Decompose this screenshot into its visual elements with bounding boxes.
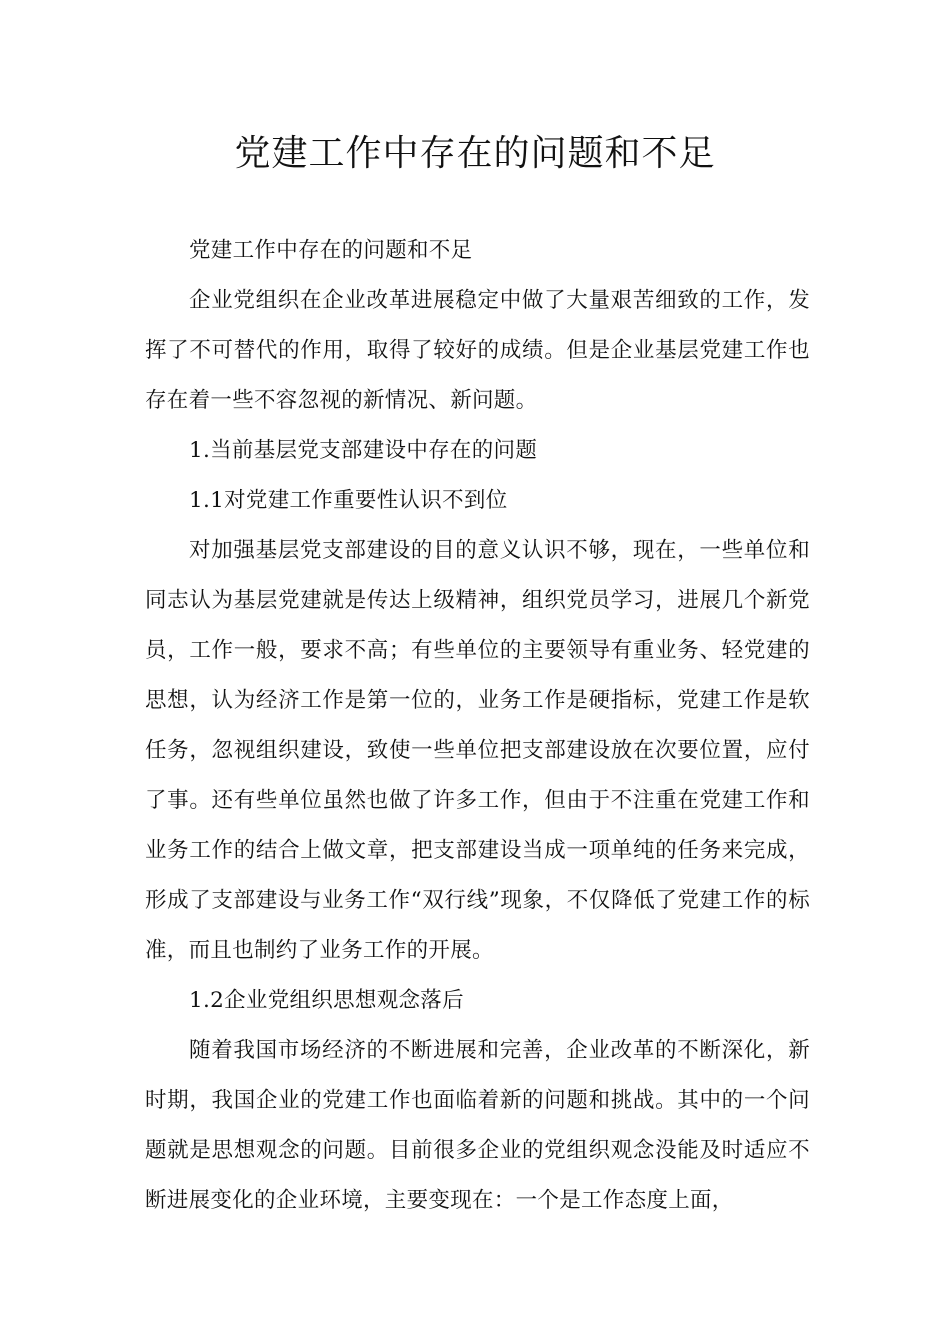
subsection-heading-1-2: 1.2企业党组织思想观念落后 [189, 988, 464, 1013]
paragraph-1-1-body: 对加强基层党支部建设的目的意义认识不够，现在，一些单位和同志认为基层党建就是传达上级精神，组织党员学习，进展几个新党员，工作一般，要求不高；有些单位的主要领导有重业务、轻党建的思想，认为经济工作是第一位的，业务工作是硬指标，党建工作是软任务，忽视组织建设，致使一些单位把支部建设放在次要位置，应付了事。还有些单位虽然也做了许多工作，但由于不注重在党建工作和业务工作的结合上做文章，把支部建设当成一项单纯的任务来完成，形成了支部建设与业务工作“双行线”现象，不仅降低了党建工作的标准，而且也制约了业务工作的开展。 [145, 538, 810, 963]
paragraph-subtitle: 党建工作中存在的问题和不足 [189, 238, 473, 263]
paragraph-1-2-body: 随着我国市场经济的不断进展和完善，企业改革的不断深化，新时期，我国企业的党建工作也面临着新的问题和挑战。其中的一个问题就是思想观念的问题。目前很多企业的党组织观念没能及时适应不断进展变化的企业环境，主要变现在：一个是工作态度上面， [145, 1038, 810, 1213]
document-body [145, 226, 810, 1226]
section-heading-1: 1.当前基层党支部建设中存在的问题 [189, 438, 538, 463]
document-title: 党建工作中存在的问题和不足 [234, 133, 716, 174]
paragraph-intro: 企业党组织在企业改革进展稳定中做了大量艰苦细致的工作，发挥了不可替代的作用，取得了较好的成绩。但是企业基层党建工作也存在着一些不容忽视的新情况、新问题。 [145, 288, 810, 413]
subsection-heading-1-1: 1.1对党建工作重要性认识不到位 [189, 488, 508, 513]
